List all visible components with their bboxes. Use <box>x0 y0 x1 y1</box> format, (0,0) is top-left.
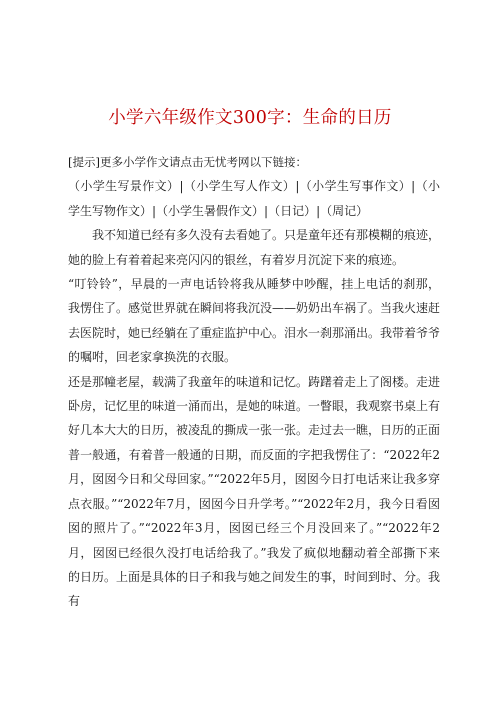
page-title: 小学六年级作文300字：生命的日历 <box>108 108 392 128</box>
links-line[interactable]: （小学生写景作文）|（小学生写人作文）|（小学生写事作文）|（小学生写物作文）|（小学生暑假作文）|（日记）|（周记） <box>68 179 440 218</box>
paragraph-2: “叮铃铃”，早晨的一声电话铃将我从睡梦中吵醒，挂上电话的刹那，我愣住了。感觉世界就在瞬间将我沉没——奶奶出车祸了。当我火速赶去医院时，她已经躺在了重症监护中心。泪水一刹那涌出。我带着爷爷的嘱咐，回老家拿换洗的衣服。 <box>68 277 441 365</box>
hint-line: [提示]更多小学作文请点击无忧考网以下链接： <box>68 155 307 169</box>
paragraph-3: 还是那幢老屋，载满了我童年的味道和记忆。踌躇着走上了阁楼。走进卧房，记忆里的味道一涌而出，是她的味道。一瞥眼，我观察书桌上有好几本大大的日历，被凌乱的撕成一张一张。走过去一瞧，日历的正面普一般通，有着普一般通的日期，而反面的字把我愣住了：“2022年2月，囡囡今日和父母回家。”“2022年5月，囡囡今日打电话来让我多穿点衣服。”“2022年7月，囡囡今日升学考。”“2022年2月，我今日看囡囡的照片了。”“2022年3月，囡囡已经三个月没回来了。”“2022年2月，囡囡已经很久没打电话给我了。”我发了疯似地翻动着全部撕下来的日历。上面是具体的日子和我与她之间发生的事，时间到时、分。我有 <box>68 374 441 609</box>
paragraph-1: 我不知道已经有多久没有去看她了。只是童年还有那模糊的痕迹，她的脸上有着着起来亮闪闪的银丝，有着岁月沉淀下来的痕迹。 <box>68 228 441 267</box>
article-body <box>68 150 440 614</box>
